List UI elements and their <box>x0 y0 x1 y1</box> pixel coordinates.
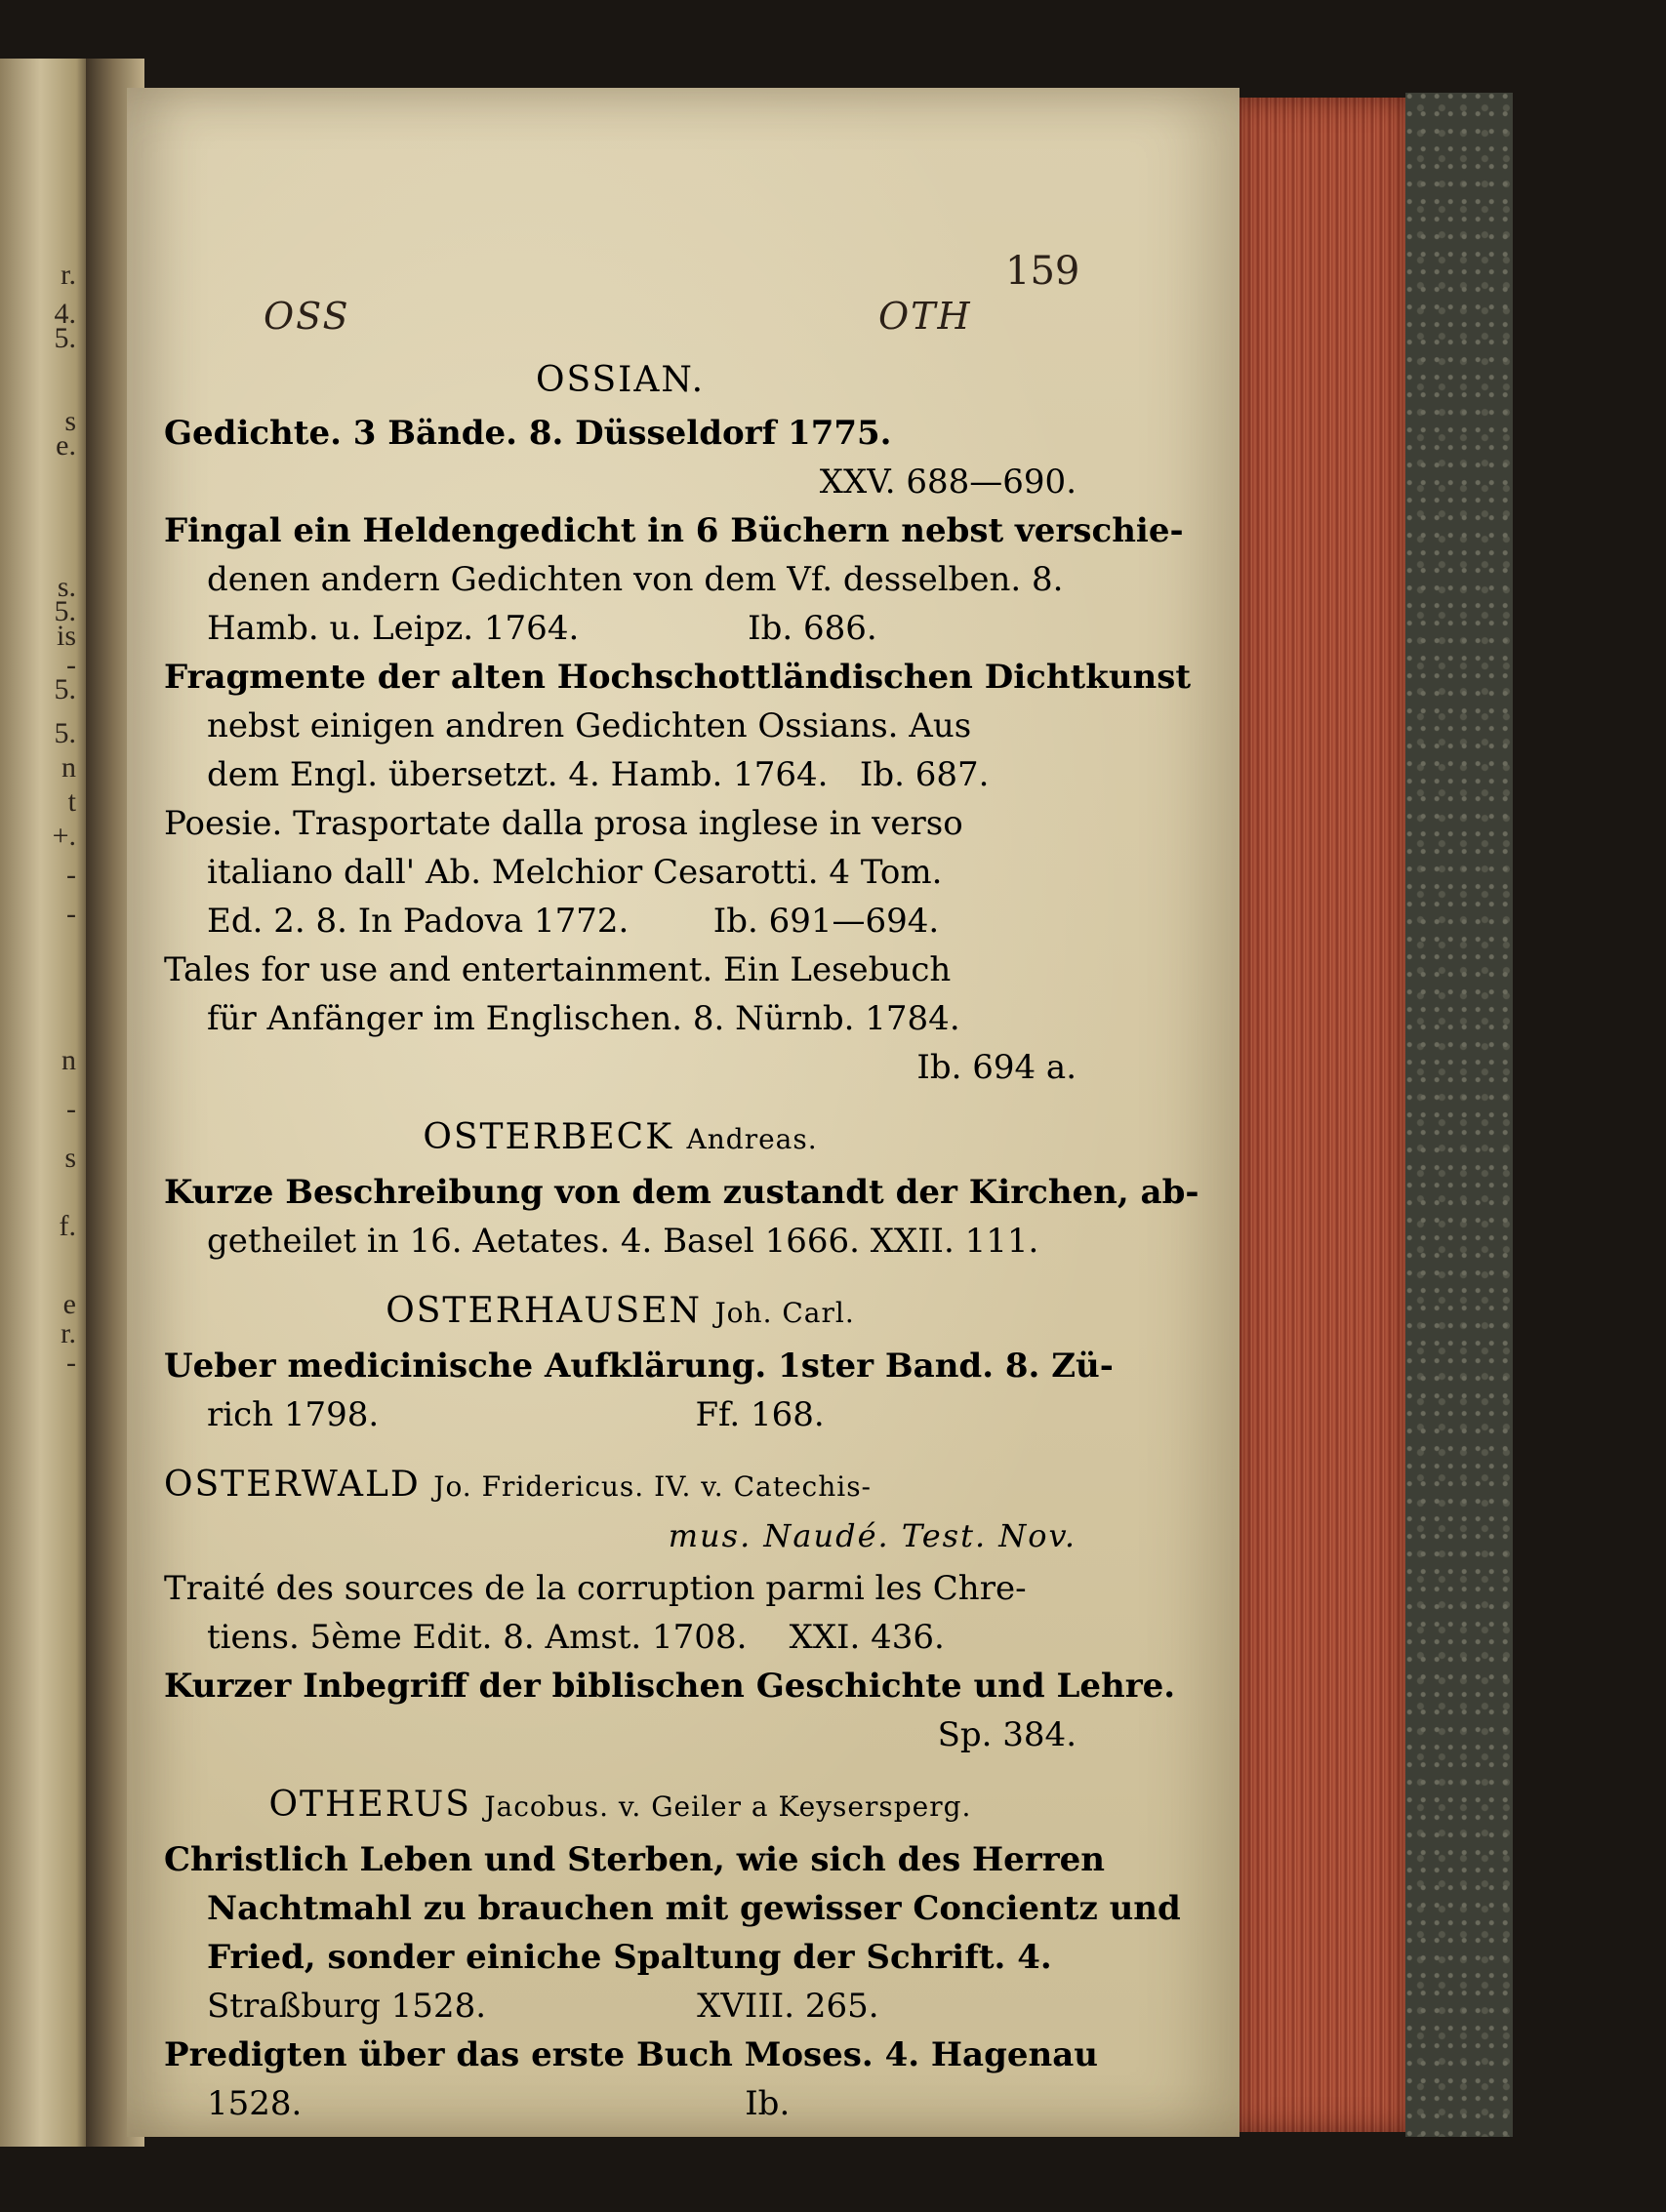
catalog-entry <box>164 945 1077 1092</box>
catalog-entry <box>164 799 1077 945</box>
entry-line: nebst einigen andren Gedichten Ossians. Aus <box>207 706 972 745</box>
entry-line: Ueber medicinische Aufklärung. 1ster Band. 8. Zü- <box>164 1347 1114 1386</box>
catalog-entry <box>164 409 1077 506</box>
section-gap <box>164 1759 1077 1781</box>
author-heading <box>164 356 1077 405</box>
section-gap <box>164 1092 1077 1113</box>
author-heading <box>164 1113 1077 1164</box>
entry-line: Fragmente der alten Hochschottländischen Dichtkunst <box>164 658 1192 697</box>
entry-line: Kurze Beschreibung von dem zustandt der Kirchen, ab- <box>164 1173 1199 1212</box>
previous-page-edge <box>0 59 90 2147</box>
entry-line: Gedichte. 3 Bände. 8. Düsseldorf 1775. <box>164 414 892 453</box>
author-name: OSSIAN. <box>535 360 706 400</box>
author-name: OTHERUS <box>268 1785 471 1825</box>
entry-line: Tales for use and entertainment. Ein Lesebuch <box>164 950 952 989</box>
margin-fragment: - <box>66 859 76 891</box>
catalog-entry <box>164 1835 1181 2031</box>
catalog-entry <box>164 1662 1176 1759</box>
margin-fragment: n <box>61 751 76 784</box>
entry-line: getheilet in 16. Aetates. 4. Basel 1666. XXII. 111. <box>207 1222 1039 1261</box>
entry-line: Poesie. Trasportate dalla prosa inglese in verso <box>164 804 963 843</box>
entry-line: Hamb. u. Leipz. 1764. Ib. 686. <box>207 609 877 648</box>
entry-line: XXV. 688—690. <box>819 463 1077 502</box>
entry-line: Fried, sonder einiche Spaltung der Schrift. 4. <box>207 1938 1052 1977</box>
margin-fragment: s <box>64 405 76 437</box>
page-fore-edge <box>1235 98 1410 2132</box>
catalog-entry <box>164 2031 1098 2128</box>
section-gap <box>164 1439 1077 1461</box>
margin-fragment: - <box>66 898 76 930</box>
author-name: OSTERBECK <box>423 1117 674 1157</box>
entry-line: 1528. Ib. <box>207 2084 791 2123</box>
margin-fragment: f. <box>59 1210 76 1242</box>
margin-fragment: +. <box>52 820 76 852</box>
entry-line: für Anfänger im Englischen. 8. Nürnb. 1784. <box>207 999 960 1038</box>
entry-line: Straßburg 1528. XVIII. 265. <box>207 1987 879 2026</box>
author-heading <box>164 1287 1077 1338</box>
page-number: 159 <box>1005 249 1080 294</box>
cross-reference: mus. Naudé. Test. Nov. <box>668 1517 1077 1554</box>
entry-line: dem Engl. übersetzt. 4. Hamb. 1764. Ib. 687. <box>207 755 990 794</box>
entry-line: Predigten über das erste Buch Moses. 4. Hagenau <box>164 2035 1098 2074</box>
author-forename: Joh. Carl. <box>714 1297 855 1329</box>
entry-line: Ed. 2. 8. In Padova 1772. Ib. 691—694. <box>207 902 940 941</box>
margin-fragment: 4. <box>54 298 76 330</box>
catalog-entry <box>164 1168 1199 1266</box>
margin-fragment: e <box>62 1288 76 1320</box>
entry-line: Nachtmahl zu brauchen mit gewisser Concientz und <box>207 1889 1181 1928</box>
margin-fragment: is <box>56 620 76 652</box>
entry-line: Fingal ein Heldengedicht in 6 Büchern nebst verschie- <box>164 511 1184 550</box>
entry-line: tiens. 5ème Edit. 8. Amst. 1708. XXI. 436. <box>207 1618 945 1657</box>
margin-fragment: e. <box>56 429 76 462</box>
entry-line: Kurzer Inbegriff der biblischen Geschichte und Lehre. <box>164 1667 1176 1706</box>
margin-fragment: s <box>64 1142 76 1174</box>
back-cover <box>1405 93 1513 2137</box>
margin-fragment: n <box>61 1044 76 1076</box>
running-head-right: OTH <box>878 295 972 338</box>
section-gap <box>164 1266 1077 1287</box>
entry-line: Traité des sources de la corruption parmi les Chre- <box>164 1569 1027 1608</box>
catalog-entry <box>164 506 1184 653</box>
margin-fragment: - <box>66 649 76 681</box>
catalog-entry <box>164 653 1192 799</box>
author-forename: Jacobus. v. Geiler a Keysersperg. <box>484 1790 972 1823</box>
author-heading <box>164 1781 1077 1831</box>
entry-line: rich 1798. Ff. 168. <box>207 1395 825 1434</box>
margin-fragment: 5. <box>54 322 76 354</box>
author-forename: Andreas. <box>686 1123 818 1155</box>
entry-line: italiano dall' Ab. Melchior Cesarotti. 4 Tom. <box>207 853 943 892</box>
entry-line: Sp. 384. <box>937 1715 1077 1754</box>
margin-fragment: 5. <box>54 595 76 627</box>
entry-line: Ib. 694 a. <box>916 1048 1077 1087</box>
author-name: OSTERWALD <box>164 1465 421 1505</box>
author-heading <box>164 1461 1077 1560</box>
catalog-entry <box>164 1342 1114 1439</box>
entry-line: denen andern Gedichten von dem Vf. desselben. 8. <box>207 560 1064 599</box>
catalog-entries <box>164 356 1199 2128</box>
margin-fragment: - <box>66 1347 76 1379</box>
margin-fragment: r. <box>61 259 76 291</box>
catalog-entry <box>164 1564 1077 1662</box>
author-forename: Jo. Fridericus. IV. v. Catechis- <box>433 1470 873 1503</box>
margin-fragment: r. <box>61 1317 76 1349</box>
margin-fragment: - <box>66 1093 76 1125</box>
author-name: OSTERHAUSEN <box>386 1291 702 1331</box>
margin-fragment: t <box>67 785 76 818</box>
margin-fragment: s. <box>57 571 76 603</box>
margin-fragment: 5. <box>54 717 76 749</box>
entry-line: Christlich Leben und Sterben, wie sich des Herren <box>164 1840 1105 1879</box>
running-head-left: OSS <box>264 295 350 338</box>
margin-fragment: 5. <box>54 673 76 705</box>
